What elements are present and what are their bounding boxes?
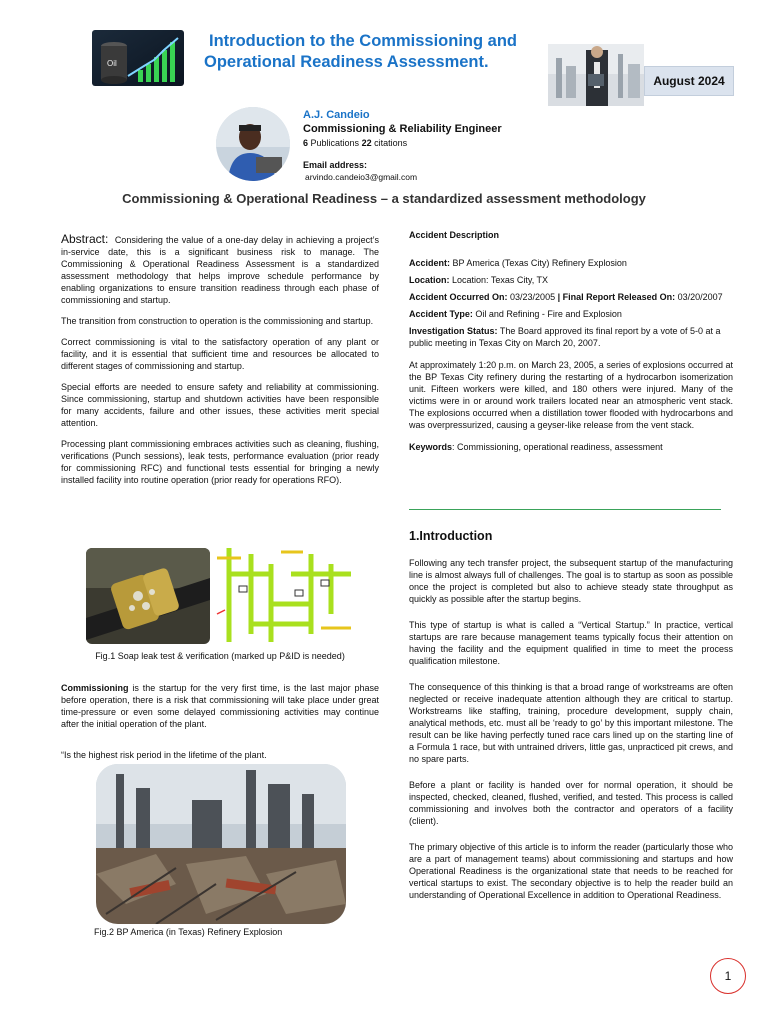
publication-date-badge: August 2024: [644, 66, 734, 96]
abstract-paragraph-2: The transition from construction to operation is the commissioning and startup.: [61, 316, 374, 326]
accident-narrative: At approximately 1:20 p.m. on March 23, 2005, a series of explosions occurred at the BP Texas City refinery during the restarting of a hydrocarbon isomerization unit. Fifteen workers were killed, and 180 others were injured. Many of the victims were in or around work trailers located near an atmospheric vent stack. The explosions occurred when a distillation tower flooded with hydrocarbons and was overpressurized, causing a geyser-like release from the vent stack.: [409, 360, 733, 430]
marked-up-pid-image: [211, 544, 355, 646]
author-avatar: [216, 107, 290, 181]
type-label: Accident Type:: [409, 309, 473, 319]
soap-leak-test-image: [86, 548, 210, 644]
citations-label: citations: [374, 138, 408, 148]
commissioning-text: is the startup for the very first time, is the last major phase before operation, there is a risk that commissioning will take place under great time-pressure or even some delayed commissioning activities may continue after the initial operation of the plant.: [61, 683, 379, 729]
oil-chart-logo: [92, 30, 184, 86]
commissioning-term: Commissioning: [61, 683, 129, 693]
figure-1-caption: Fig.1 Soap leak test & verification (marked up P&ID is needed): [95, 651, 345, 661]
article-subtitle: Commissioning & Operational Readiness – a standardized assessment methodology: [122, 191, 646, 206]
businessman-refinery-image: [548, 44, 644, 106]
occurred-value: 03/23/2005: [507, 292, 556, 302]
abstract-paragraph-1: [61, 233, 379, 306]
author-role: Commissioning & Reliability Engineer: [303, 123, 502, 135]
report-value: 03/20/2007: [675, 292, 723, 302]
keywords-row: [409, 441, 733, 453]
intro-paragraph-5: The primary objective of this article is to inform the reader (particularly those who are a part of management teams) about commissioning and startups and how Operational Readiness is the organizational state that needs to be reached for vertical startups to exist. The secondary objective is to help the reader build an understanding of Operational Excellence in addition to Operational Readiness.: [409, 842, 733, 900]
commissioning-paragraph: [61, 682, 379, 739]
abstract-section: [61, 233, 379, 495]
intro-paragraph-1: Following any tech transfer project, the subsequent startup of the manufacturing line is almost always full of challenges. The goal is to startup as soon as possible once the project is completed but also to achieve steady state throughput as quickly as possible after the startup begins.: [409, 558, 733, 604]
publications-label: Publications: [310, 138, 360, 148]
accident-heading: Accident Description: [409, 230, 500, 240]
title-line-1: Introduction to the Commissioning and: [209, 32, 517, 50]
location-label: Location:: [409, 275, 450, 285]
author-stats: [303, 138, 407, 148]
introduction-section: [409, 557, 733, 915]
email-address[interactable]: arvindo.candeio3@gmail.com: [305, 172, 418, 182]
accident-description-section: [409, 229, 733, 458]
intro-paragraph-2: This type of startup is what is called a “Vertical Startup.” In practice, vertical startups are rare because management teams typically focus their attention on having the facility and the equipment qualified in time to meet the process qualification milestone.: [409, 620, 733, 666]
abstract-paragraph-5: Processing plant commissioning embraces activities such as cleaning, flushing, verifications (Punch sessions), leak tests, performance evaluation (prior ready for commissioning RFC) and functional tests essential for bringing a newly installed facility into routine operation (prior ready for operations RFO).: [61, 439, 379, 485]
location-value: Location: Texas City, TX: [449, 275, 549, 285]
intro-paragraph-3: The consequence of this thinking is that a broad range of workstreams are often neglected or receive inadequate attention although they are critical to startup. Workstreams like staffing, training, procedure development, supply chain, analytical methods, etc. must all be ‘ready to go’ by this important milestone. The result can be like having perfectly tuned race cars lined up on the starting line of a Formula 1 race, but with untrained drivers, little gas, unpracticed pit crews, and no spare parts.: [409, 682, 733, 764]
status-value: The Board approved its final report by a vote of 5-0 at a public meeting in Texas City on March 20, 2007.: [409, 326, 721, 348]
publications-count: 6: [303, 138, 309, 148]
intro-paragraph-4: Before a plant or facility is handed over for normal operation, it should be inspected, checked, cleaned, flushed, verified, and tested. This process is called commissioning and involves both the contractor and operators of a facility (client).: [409, 780, 733, 826]
citations-count: 22: [361, 138, 372, 148]
type-value: Oil and Refining - Fire and Explosion: [472, 309, 622, 319]
accident-label: Accident:: [409, 258, 451, 268]
accident-row: [409, 257, 733, 269]
page-title: [204, 31, 544, 73]
email-label: Email address:: [303, 160, 368, 170]
type-row: [409, 308, 733, 320]
dates-row: [409, 291, 733, 303]
logo-oil-label: Oil: [107, 59, 117, 68]
figure-2-caption: Fig.2 BP America (in Texas) Refinery Explosion: [94, 927, 283, 937]
occurred-label: Accident Occurred On:: [409, 292, 508, 302]
refinery-explosion-image: [96, 764, 346, 924]
abstract-paragraph-3: Correct commissioning is vital to the satisfactory operation of any plant or facility, and it is essential that sufficient time and resources be allocated to different stages of commissioning and startup.: [61, 337, 379, 371]
section-divider: [409, 509, 721, 510]
page-number: 1: [710, 958, 746, 994]
introduction-heading: 1.Introduction: [409, 529, 493, 543]
keywords-value: : Commissioning, operational readiness, assessment: [452, 442, 663, 452]
keywords-label: Keywords: [409, 442, 453, 452]
status-label: Investigation Status:: [409, 326, 498, 336]
title-line-2: Operational Readiness Assessment.: [204, 53, 489, 71]
location-row: [409, 274, 733, 286]
status-row: [409, 325, 733, 349]
risk-quote: “Is the highest risk period in the lifetime of the plant.: [61, 750, 267, 760]
abstract-paragraph-4: Special efforts are needed to ensure safety and reliability at commissioning. Since commissioning, startup and shutdown activities have been responsible for many accidents, failure and other issues, these activities merit special attention.: [61, 382, 379, 428]
accident-value: BP America (Texas City) Refinery Explosion: [450, 258, 627, 268]
abstract-label: Abstract:: [61, 232, 109, 246]
abstract-text-1: Considering the value of a one-day delay in achieving a project’s in-service date, this is a significant business risk to manage. The Commissioning & Operational Readiness Assessment is a standardized assessment methodology that helps improve schedule performance by enabling organizations to ensure transition readiness through each phase of commissioning and startup.: [61, 235, 379, 305]
author-name[interactable]: A.J. Candeio: [303, 109, 370, 121]
report-label: | Final Report Released On:: [555, 292, 676, 302]
